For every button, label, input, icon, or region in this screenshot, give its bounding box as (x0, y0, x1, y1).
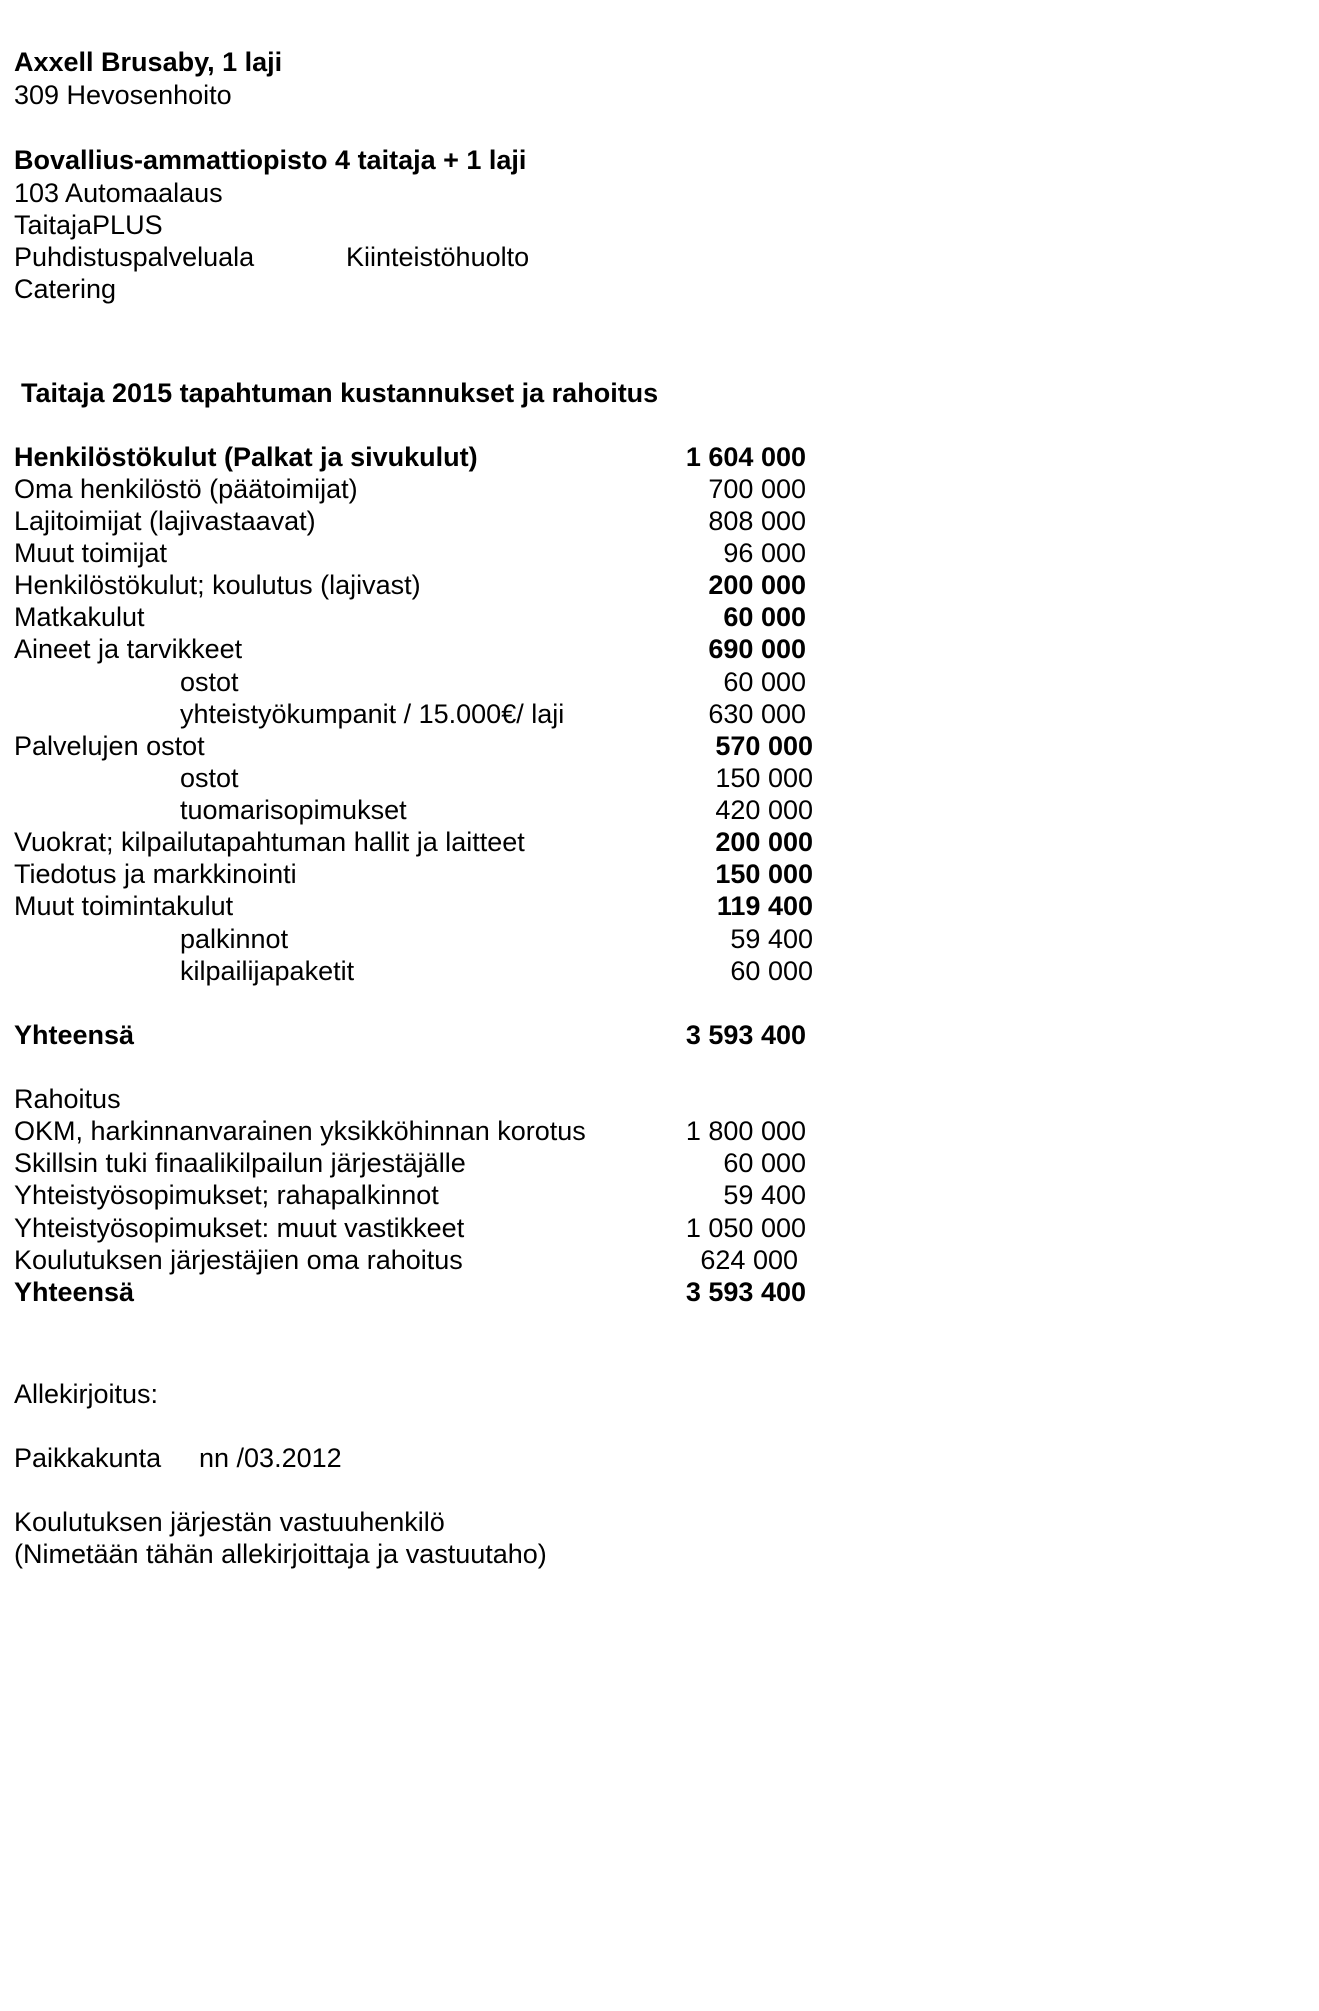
org2-item: TaitajaPLUS (14, 210, 163, 240)
cost-label-aineet-ostot: ostot (180, 667, 239, 697)
cost-value-palvelut: 570 000 (715, 731, 813, 761)
org1-item: 309 Hevosenhoito (14, 80, 232, 110)
cost-value-aineet-yhteistyo: 630 000 (708, 699, 806, 729)
cost-label-henkilosto: Henkilöstökulut (Palkat ja sivukulut) (14, 442, 478, 472)
org2-item: Puhdistuspalveluala (14, 242, 255, 272)
cost-value-paketit: 60 000 (730, 956, 813, 986)
cost-label-lajitoimijat: Lajitoimijat (lajivastaavat) (14, 506, 316, 536)
section-title: Taitaja 2015 tapahtuman kustannukset ja rahoitus (21, 378, 659, 408)
cost-label-matka: Matkakulut (14, 602, 145, 632)
cost-label-palvelut: Palvelujen ostot (14, 731, 205, 761)
funding-value-vastikkeet: 1 050 000 (685, 1213, 806, 1243)
cost-value-muut-toimijat: 96 000 (723, 538, 806, 568)
funding-total-label: Yhteensä (14, 1277, 135, 1307)
cost-label-vuokrat: Vuokrat; kilpailutapahtuman hallit ja laitteet (14, 827, 525, 857)
funding-label-skills: Skillsin tuki finaalikilpailun järjestäjälle (14, 1148, 466, 1178)
cost-total-label: Yhteensä (14, 1020, 135, 1050)
cost-label-muut-toimijat: Muut toimijat (14, 538, 168, 568)
signature-label: Allekirjoitus: (14, 1379, 159, 1409)
cost-value-matka: 60 000 (723, 602, 806, 632)
funding-label-raha: Yhteistyösopimukset; rahapalkinnot (14, 1180, 439, 1210)
cost-label-tuomari: tuomarisopimukset (180, 795, 407, 825)
cost-label-tiedotus: Tiedotus ja markkinointi (14, 859, 297, 889)
org2-title: Bovallius-ammattiopisto 4 taitaja + 1 laji (14, 145, 527, 175)
funding-value-okm: 1 800 000 (685, 1116, 806, 1146)
cost-value-koulutus: 200 000 (708, 570, 806, 600)
cost-label-koulutus: Henkilöstökulut; koulutus (lajivast) (14, 570, 421, 600)
cost-value-palkinnot: 59 400 (730, 924, 813, 954)
funding-total-value: 3 593 400 (685, 1277, 806, 1307)
signature-date: nn /03.2012 (199, 1443, 342, 1473)
cost-value-aineet: 690 000 (708, 634, 806, 664)
funding-value-oma-rahoitus: 624 000 (700, 1245, 798, 1275)
org2-item-col2: Kiinteistöhuolto (346, 242, 530, 272)
cost-value-tiedotus: 150 000 (715, 859, 813, 889)
cost-value-muut-toiminta: 119 400 (716, 891, 813, 921)
org2-item: 103 Automaalaus (14, 178, 223, 208)
signature-note: (Nimetään tähän allekirjoittaja ja vastuutaho) (14, 1539, 547, 1569)
cost-value-tuomari: 420 000 (715, 795, 813, 825)
cost-label-palkinnot: palkinnot (180, 924, 289, 954)
funding-label-oma-rahoitus: Koulutuksen järjestäjien oma rahoitus (14, 1245, 463, 1275)
signature-responsible: Koulutuksen järjestän vastuuhenkilö (14, 1507, 445, 1537)
cost-value-aineet-ostot: 60 000 (723, 667, 806, 697)
funding-label-vastikkeet: Yhteistyösopimukset: muut vastikkeet (14, 1213, 465, 1243)
cost-label-palvelut-ostot: ostot (180, 763, 239, 793)
cost-value-vuokrat: 200 000 (715, 827, 813, 857)
cost-label-oma: Oma henkilöstö (päätoimijat) (14, 474, 358, 504)
org1-title: Axxell Brusaby, 1 laji (14, 47, 283, 77)
cost-label-aineet: Aineet ja tarvikkeet (14, 634, 243, 664)
funding-value-skills: 60 000 (723, 1148, 806, 1178)
cost-label-aineet-yhteistyo: yhteistyökumpanit / 15.000€/ laji (180, 699, 565, 729)
funding-title: Rahoitus (14, 1084, 121, 1114)
cost-label-paketit: kilpailijapaketit (180, 956, 355, 986)
cost-value-palvelut-ostot: 150 000 (715, 763, 813, 793)
signature-place: Paikkakunta (14, 1443, 162, 1473)
org2-item: Catering (14, 274, 117, 304)
cost-value-henkilosto: 1 604 000 (685, 442, 806, 472)
cost-value-oma: 700 000 (708, 474, 806, 504)
cost-total-value: 3 593 400 (685, 1020, 806, 1050)
cost-value-lajitoimijat: 808 000 (708, 506, 806, 536)
funding-label-okm: OKM, harkinnanvarainen yksikköhinnan korotus (14, 1116, 586, 1146)
funding-value-raha: 59 400 (723, 1180, 806, 1210)
cost-label-muut-toiminta: Muut toimintakulut (14, 891, 234, 921)
